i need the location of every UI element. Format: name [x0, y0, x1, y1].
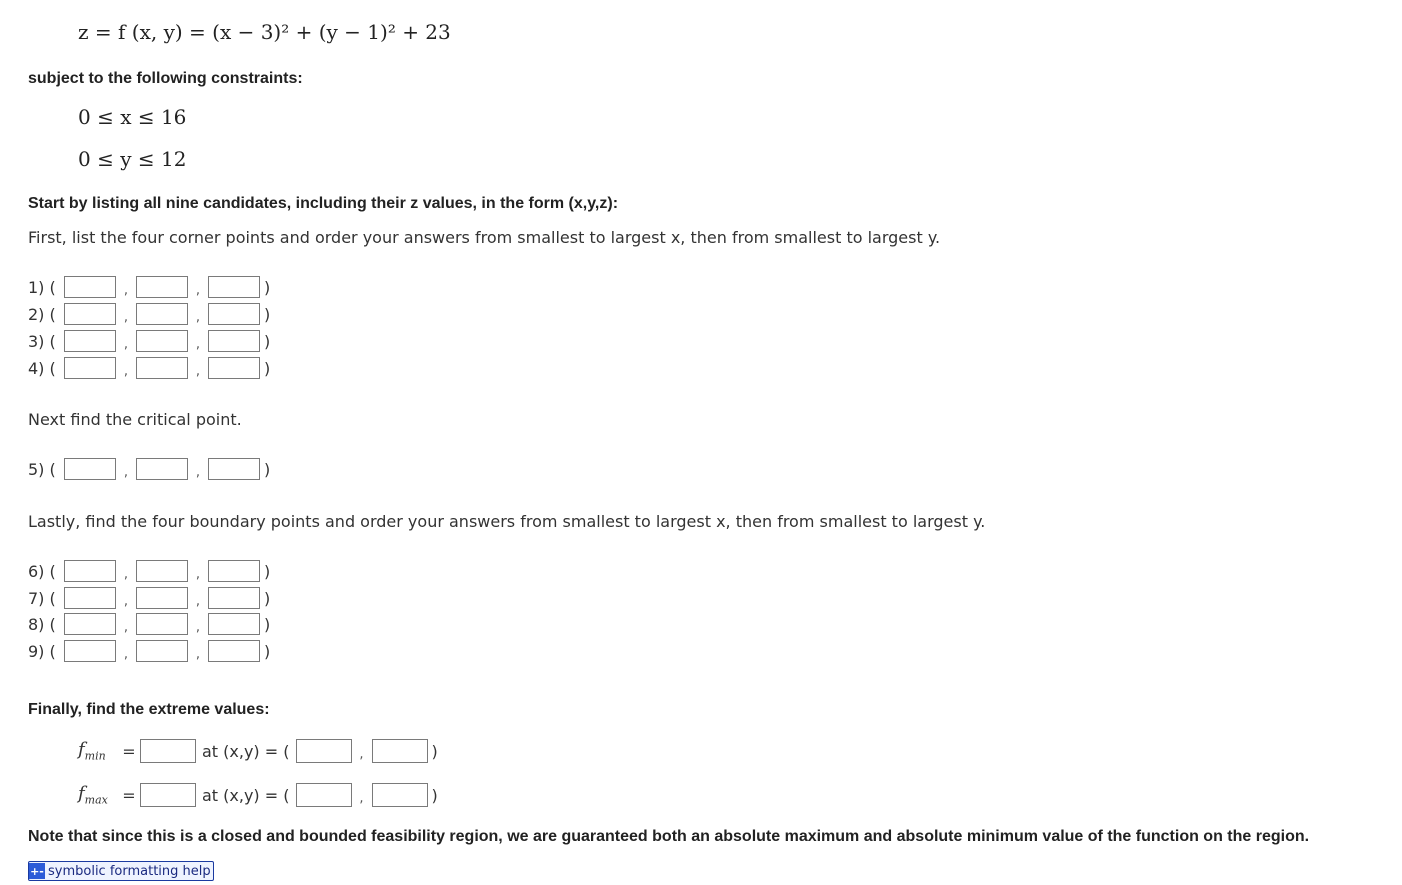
row8-x-input[interactable] [64, 613, 116, 635]
row6-z-input[interactable] [208, 560, 260, 582]
separator: , [123, 309, 129, 325]
fmin-x-input[interactable] [296, 739, 352, 763]
separator: , [123, 593, 129, 609]
separator: , [359, 746, 364, 762]
row7-y-input[interactable] [136, 587, 188, 609]
close-paren: ) [264, 304, 271, 324]
separator: , [123, 566, 129, 582]
row4-z-input[interactable] [208, 357, 260, 379]
row-label: 8) ( [28, 614, 56, 634]
subject-label: subject to the following constraints: [28, 70, 303, 87]
row1-y-input[interactable] [136, 276, 188, 298]
separator: , [359, 790, 364, 806]
candidate-row-2 [28, 302, 270, 326]
row9-x-input[interactable] [64, 640, 116, 662]
close-paren: ) [264, 588, 271, 608]
candidate-row-5 [28, 457, 270, 481]
row2-z-input[interactable] [208, 303, 260, 325]
row4-y-input[interactable] [136, 357, 188, 379]
closing-note: Note that since this is a closed and bounded feasibility region, we are guaranteed both an absolute maximum and absolute minimum value of the function on the region. [28, 828, 1310, 845]
separator: , [123, 464, 129, 480]
close-paren: ) [264, 358, 271, 378]
row7-z-input[interactable] [208, 587, 260, 609]
candidate-row-8 [28, 612, 270, 636]
candidate-row-4 [28, 356, 270, 380]
row-label: 6) ( [28, 561, 56, 581]
row6-x-input[interactable] [64, 560, 116, 582]
close-paren: ) [264, 614, 271, 634]
row3-z-input[interactable] [208, 330, 260, 352]
extreme-instruction: Finally, find the extreme values: [28, 701, 270, 718]
fmin-row [78, 738, 438, 764]
equals-sign: = [122, 785, 136, 805]
row8-z-input[interactable] [208, 613, 260, 635]
separator: , [123, 646, 129, 662]
row-label: 9) ( [28, 641, 56, 661]
equals-sign: = [122, 741, 136, 761]
plus-minus-icon: +- [30, 864, 44, 878]
row8-y-input[interactable] [136, 613, 188, 635]
fmax-value-input[interactable] [140, 783, 196, 807]
close-paren: ) [264, 277, 271, 297]
separator: , [195, 363, 201, 379]
row-label: 5) ( [28, 459, 56, 479]
row-label: 3) ( [28, 331, 56, 351]
separator: , [195, 464, 201, 480]
fmin-label: $f_{min}$ [78, 739, 106, 763]
candidate-row-1 [28, 275, 270, 299]
at-label: at (x,y) = ( [202, 741, 290, 761]
row1-z-input[interactable] [208, 276, 260, 298]
separator: , [195, 593, 201, 609]
boundary-instruction: Lastly, find the four boundary points and order your answers from smallest to largest x, then from smallest to largest y. [28, 512, 986, 531]
critical-instruction: Next find the critical point. [28, 410, 242, 429]
row9-z-input[interactable] [208, 640, 260, 662]
separator: , [195, 336, 201, 352]
close-paren: ) [431, 741, 438, 761]
row-label: 2) ( [28, 304, 56, 324]
row2-y-input[interactable] [136, 303, 188, 325]
fmin-value-input[interactable] [140, 739, 196, 763]
function-equation: z = f (x, y) = (x − 3)² + (y − 1)² + 23 [78, 20, 451, 44]
row5-y-input[interactable] [136, 458, 188, 480]
row-label: 1) ( [28, 277, 56, 297]
help-button-label: symbolic formatting help [48, 863, 211, 879]
row1-x-input[interactable] [64, 276, 116, 298]
candidate-row-7 [28, 586, 270, 610]
fmin-y-input[interactable] [372, 739, 428, 763]
row6-y-input[interactable] [136, 560, 188, 582]
row5-x-input[interactable] [64, 458, 116, 480]
fmax-row [78, 782, 438, 808]
row2-x-input[interactable] [64, 303, 116, 325]
separator: , [123, 619, 129, 635]
candidate-row-9 [28, 639, 270, 663]
close-paren: ) [431, 785, 438, 805]
row9-y-input[interactable] [136, 640, 188, 662]
at-label: at (x,y) = ( [202, 785, 290, 805]
constraint-x: 0 ≤ x ≤ 16 [78, 105, 187, 129]
close-paren: ) [264, 459, 271, 479]
row-label: 4) ( [28, 358, 56, 378]
fmax-x-input[interactable] [296, 783, 352, 807]
row3-y-input[interactable] [136, 330, 188, 352]
close-paren: ) [264, 641, 271, 661]
corners-instruction: First, list the four corner points and order your answers from smallest to largest x, then from smallest to largest y. [28, 228, 941, 247]
row-label: 7) ( [28, 588, 56, 608]
separator: , [123, 336, 129, 352]
symbolic-formatting-help-button[interactable] [28, 861, 214, 881]
row5-z-input[interactable] [208, 458, 260, 480]
separator: , [123, 282, 129, 298]
close-paren: ) [264, 561, 271, 581]
separator: , [123, 363, 129, 379]
separator: , [195, 646, 201, 662]
candidate-row-6 [28, 559, 270, 583]
separator: , [195, 566, 201, 582]
separator: , [195, 619, 201, 635]
separator: , [195, 309, 201, 325]
row3-x-input[interactable] [64, 330, 116, 352]
constraint-y: 0 ≤ y ≤ 12 [78, 147, 187, 171]
candidate-row-3 [28, 329, 270, 353]
row4-x-input[interactable] [64, 357, 116, 379]
start-instruction: Start by listing all nine candidates, including their z values, in the form (x,y,z): [28, 195, 619, 212]
separator: , [195, 282, 201, 298]
close-paren: ) [264, 331, 271, 351]
fmax-y-input[interactable] [372, 783, 428, 807]
fmax-label: $f_{max}$ [78, 783, 108, 807]
row7-x-input[interactable] [64, 587, 116, 609]
